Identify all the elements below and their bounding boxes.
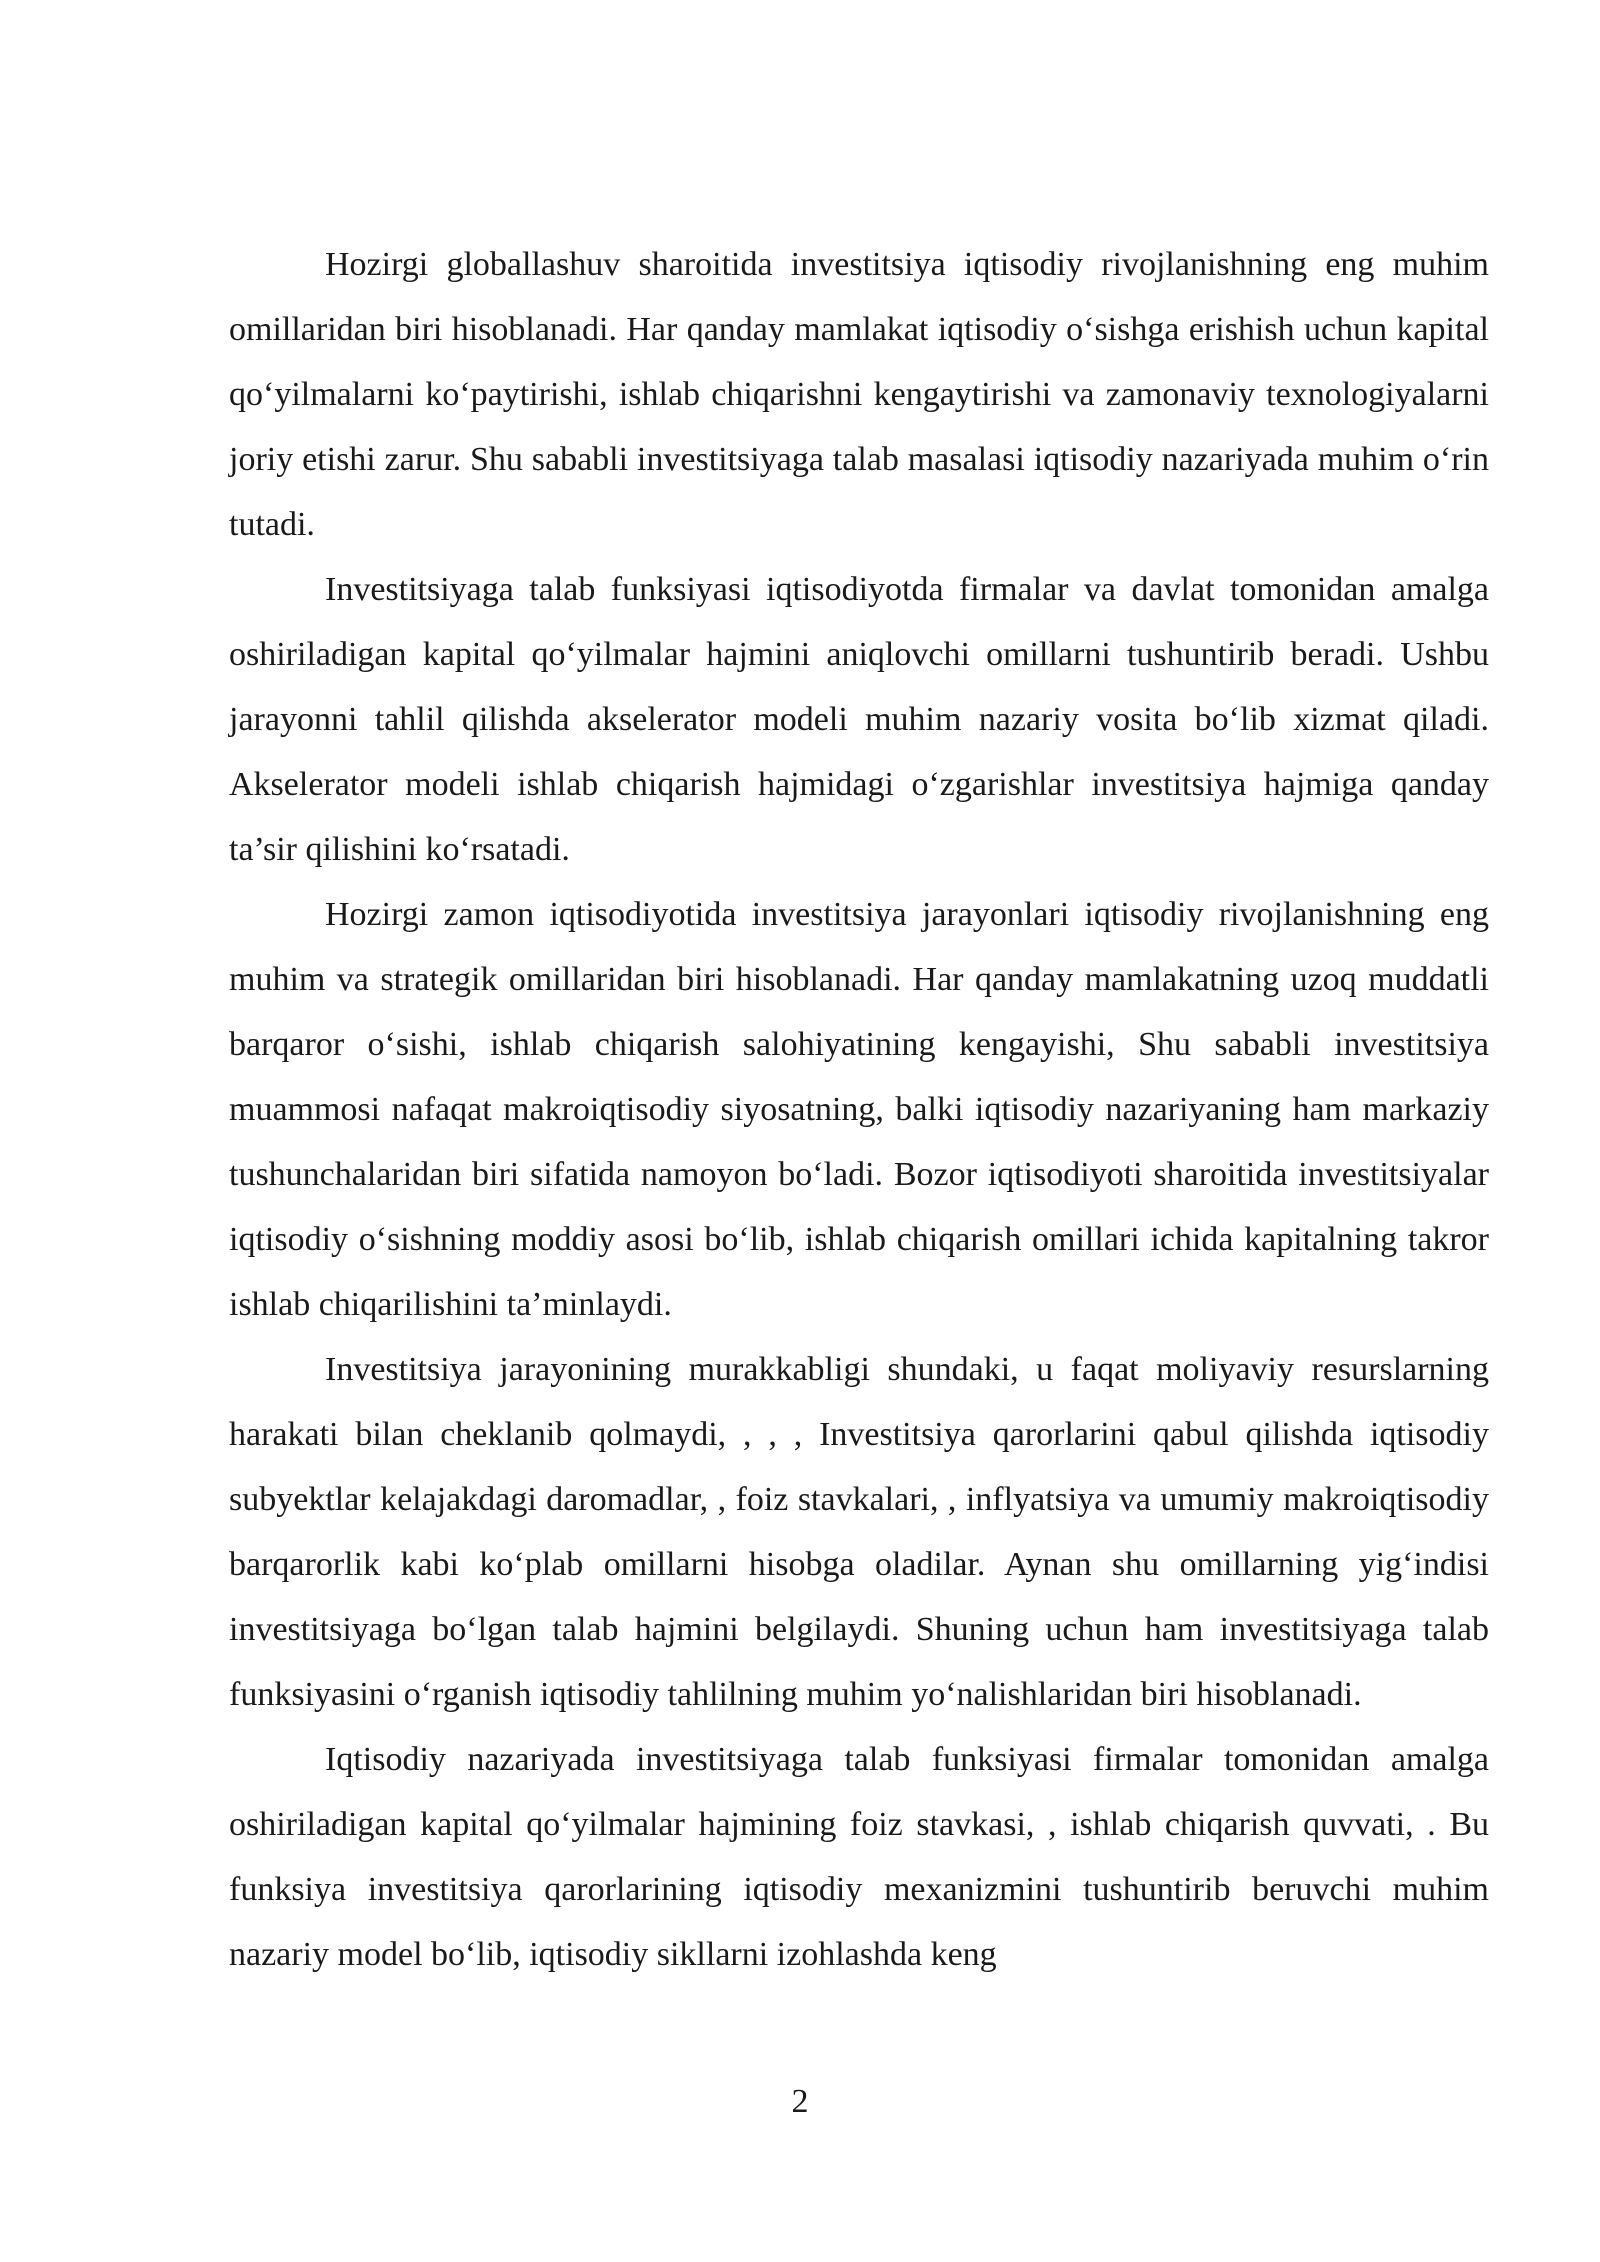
- paragraph-4: Investitsiya jarayonining murakkabligi shundaki, u faqat moliyaviy resurslarning harakati bilan cheklanib qolmaydi, , , , Investitsiya qarorlarini qabul qilishda iqtisodiy subyektlar kelajakdagi daromadlar, , foiz stavkalari, , inflyatsiya va umumiy makroiqtisodiy barqarorlik kabi ko‘plab omillarni hisobga oladilar. Aynan shu omillarning yig‘indisi investitsiyaga bo‘lgan talab hajmini belgilaydi. Shuning uchun ham investitsiyaga talab funksiyasini o‘rganish iqtisodiy tahlilning muhim yo‘nalishlaridan biri hisoblanadi.: [229, 1351, 1489, 1713]
- body-text: [229, 232, 1489, 1987]
- page-number: 2: [791, 2083, 809, 2120]
- paragraph-3: Hozirgi zamon iqtisodiyotida investitsiya jarayonlari iqtisodiy rivojlanishning eng muhim va strategik omillaridan biri hisoblanadi. Har qanday mamlakatning uzoq muddatli barqaror o‘sishi, ishlab chiqarish salohiyatining kengayishi, Shu sababli investitsiya muammosi nafaqat makroiqtisodiy siyosatning, balki iqtisodiy nazariyaning ham markaziy tushunchalaridan biri sifatida namoyon bo‘ladi. Bozor iqtisodiyoti sharoitida investitsiyalar iqtisodiy o‘sishning moddiy asosi bo‘lib, ishlab chiqarish omillari ichida kapitalning takror ishlab chiqarilishini ta’minlaydi.: [229, 896, 1489, 1323]
- paragraph-1: Hozirgi globallashuv sharoitida investitsiya iqtisodiy rivojlanishning eng muhim omillaridan biri hisoblanadi. Har qanday mamlakat iqtisodiy o‘sishga erishish uchun kapital qo‘yilmalarni ko‘paytirishi, ishlab chiqarishni kengaytirishi va zamonaviy texnologiyalarni joriy etishi zarur. Shu sababli investitsiyaga talab masalasi iqtisodiy nazariyada muhim o‘rin tutadi.: [229, 246, 1489, 543]
- paragraph-2: Investitsiyaga talab funksiyasi iqtisodiyotda firmalar va davlat tomonidan amalga oshiriladigan kapital qo‘yilmalar hajmini aniqlovchi omillarni tushuntirib beradi. Ushbu jarayonni tahlil qilishda akselerator modeli muhim nazariy vosita bo‘lib xizmat qiladi. Akselerator modeli ishlab chiqarish hajmidagi o‘zgarishlar investitsiya hajmiga qanday ta’sir qilishini ko‘rsatadi.: [229, 571, 1489, 868]
- paragraph-5: Iqtisodiy nazariyada investitsiyaga talab funksiyasi firmalar tomonidan amalga oshiriladigan kapital qo‘yilmalar hajmining foiz stavkasi, , ishlab chiqarish quvvati, . Bu funksiya investitsiya qarorlarining iqtisodiy mexanizmini tushuntirib beruvchi muhim nazariy model bo‘lib, iqtisodiy sikllarni izohlashda keng: [229, 1741, 1489, 1973]
